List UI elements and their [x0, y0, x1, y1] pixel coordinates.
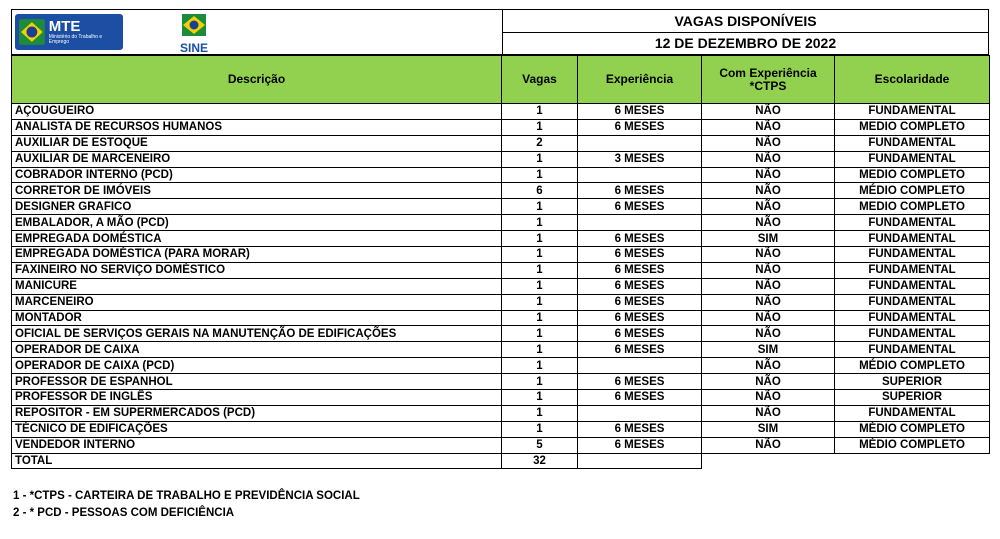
cell-vagas: 1	[502, 374, 578, 390]
mte-logo-text	[49, 19, 123, 45]
cell-experiencia: 6 MESES	[578, 119, 702, 135]
cell-ctps: NÃO	[702, 405, 835, 421]
cell-ctps: NÃO	[702, 294, 835, 310]
cell-experiencia: 6 MESES	[578, 374, 702, 390]
cell-ctps: NÃO	[702, 119, 835, 135]
cell-vagas: 1	[502, 231, 578, 247]
cell-vagas: 5	[502, 437, 578, 453]
brazil-flag-icon	[19, 19, 45, 45]
cell-ctps: SIM	[702, 421, 835, 437]
cell-descricao: EMPREGADA DOMÉSTICA	[12, 231, 502, 247]
cell-escolaridade: FUNDAMENTAL	[835, 278, 990, 294]
cell-vagas: 1	[502, 421, 578, 437]
cell-ctps: NÃO	[702, 374, 835, 390]
cell-ctps: NÃO	[702, 390, 835, 406]
total-table	[11, 454, 990, 470]
table-body	[12, 104, 990, 454]
table-row	[12, 119, 990, 135]
document-header	[11, 9, 989, 55]
cell-escolaridade: MÉDIO COMPLETO	[835, 358, 990, 374]
cell-experiencia	[578, 358, 702, 374]
mte-logo-title: MTE	[48, 18, 81, 35]
total-row	[12, 454, 990, 469]
cell-experiencia: 6 MESES	[578, 262, 702, 278]
cell-experiencia: 6 MESES	[578, 278, 702, 294]
cell-vagas: 1	[502, 326, 578, 342]
cell-descricao: OPERADOR DE CAIXA (PCD)	[12, 358, 502, 374]
mte-logo-subtitle: Ministério do Trabalho e Emprego	[48, 34, 103, 45]
footnote-ctps: 1 - *CTPS - CARTEIRA DE TRABALHO E PREVIDÊNCIA SOCIAL	[13, 490, 360, 502]
cell-experiencia: 6 MESES	[578, 421, 702, 437]
title-box	[502, 9, 989, 55]
cell-descricao: OPERADOR DE CAIXA	[12, 342, 502, 358]
cell-vagas: 1	[502, 405, 578, 421]
cell-escolaridade: FUNDAMENTAL	[835, 135, 990, 151]
total-empty-cell	[702, 454, 835, 469]
table-row	[12, 104, 990, 120]
cell-descricao: REPOSITOR - EM SUPERMERCADOS (PCD)	[12, 405, 502, 421]
cell-descricao: VENDEDOR INTERNO	[12, 437, 502, 453]
cell-experiencia	[578, 167, 702, 183]
cell-escolaridade: FUNDAMENTAL	[835, 342, 990, 358]
cell-escolaridade: MEDIO COMPLETO	[835, 119, 990, 135]
cell-experiencia: 6 MESES	[578, 437, 702, 453]
cell-vagas: 1	[502, 119, 578, 135]
table-row	[12, 421, 990, 437]
footnote-pcd: 2 - * PCD - PESSOAS COM DEFICIÊNCIA	[13, 507, 235, 519]
cell-descricao: DESIGNER GRAFICO	[12, 199, 502, 215]
cell-escolaridade: FUNDAMENTAL	[835, 215, 990, 231]
cell-vagas: 1	[502, 262, 578, 278]
cell-escolaridade: FUNDAMENTAL	[835, 310, 990, 326]
page-title: VAGAS DISPONÍVEIS	[674, 12, 817, 29]
logo-area	[11, 9, 502, 55]
page-date: 12 DE DEZEMBRO DE 2022	[503, 32, 988, 55]
cell-ctps: NÃO	[702, 183, 835, 199]
table-row	[12, 167, 990, 183]
cell-descricao: PROFESSOR DE INGLÊS	[12, 390, 502, 406]
cell-experiencia: 6 MESES	[578, 310, 702, 326]
cell-experiencia: 6 MESES	[578, 342, 702, 358]
column-header-vagas: Vagas	[502, 56, 578, 104]
cell-escolaridade: FUNDAMENTAL	[835, 326, 990, 342]
cell-ctps: NÃO	[702, 278, 835, 294]
cell-ctps: NÃO	[702, 437, 835, 453]
table-row	[12, 135, 990, 151]
cell-ctps: NÃO	[702, 104, 835, 120]
total-empty-cell	[578, 454, 702, 469]
cell-ctps: NÃO	[702, 358, 835, 374]
table-row	[12, 437, 990, 453]
total-value: 32	[502, 454, 578, 469]
cell-descricao: MANICURE	[12, 278, 502, 294]
cell-ctps: NÃO	[702, 215, 835, 231]
cell-ctps: NÃO	[702, 151, 835, 167]
cell-descricao: TÉCNICO DE EDIFICAÇÕES	[12, 421, 502, 437]
cell-experiencia: 6 MESES	[578, 183, 702, 199]
cell-experiencia: 6 MESES	[578, 104, 702, 120]
total-empty-cell	[835, 454, 990, 469]
cell-vagas: 1	[502, 104, 578, 120]
cell-experiencia: 6 MESES	[578, 231, 702, 247]
table-row	[12, 390, 990, 406]
cell-vagas: 1	[502, 151, 578, 167]
cell-escolaridade: MÉDIO COMPLETO	[835, 421, 990, 437]
cell-descricao: AÇOUGUEIRO	[12, 104, 502, 120]
cell-experiencia	[578, 135, 702, 151]
document	[11, 9, 989, 469]
table-row	[12, 310, 990, 326]
cell-vagas: 1	[502, 247, 578, 263]
cell-ctps: NÃO	[702, 135, 835, 151]
column-header-descricao: Descrição	[12, 56, 502, 104]
cell-vagas: 1	[502, 310, 578, 326]
cell-vagas: 2	[502, 135, 578, 151]
cell-ctps: NÃO	[702, 262, 835, 278]
table-row	[12, 231, 990, 247]
column-header-ctps: Com Experiência *CTPS	[702, 56, 835, 104]
cell-vagas: 1	[502, 199, 578, 215]
table-row	[12, 247, 990, 263]
cell-experiencia: 3 MESES	[578, 151, 702, 167]
table-row	[12, 183, 990, 199]
cell-escolaridade: MÉDIO COMPLETO	[835, 183, 990, 199]
cell-descricao: MONTADOR	[12, 310, 502, 326]
cell-descricao: AUXILIAR DE ESTOQUE	[12, 135, 502, 151]
cell-experiencia: 6 MESES	[578, 326, 702, 342]
cell-descricao: MARCENEIRO	[12, 294, 502, 310]
cell-vagas: 6	[502, 183, 578, 199]
column-header-experiencia: Experiência	[578, 56, 702, 104]
table-row	[12, 358, 990, 374]
cell-experiencia: 6 MESES	[578, 199, 702, 215]
mte-logo	[15, 14, 123, 50]
cell-escolaridade: SUPERIOR	[835, 390, 990, 406]
cell-descricao: ANALISTA DE RECURSOS HUMANOS	[12, 119, 502, 135]
table-row	[12, 199, 990, 215]
table-header-row	[12, 56, 990, 104]
table-row	[12, 278, 990, 294]
total-label: TOTAL	[12, 454, 502, 469]
table-row	[12, 151, 990, 167]
cell-descricao: OFICIAL DE SERVIÇOS GERAIS NA MANUTENÇÃO DE EDIFICAÇÕES	[12, 326, 502, 342]
table-row	[12, 326, 990, 342]
cell-experiencia	[578, 215, 702, 231]
cell-vagas: 1	[502, 342, 578, 358]
cell-escolaridade: SUPERIOR	[835, 374, 990, 390]
cell-descricao: FAXINEIRO NO SERVIÇO DOMÉSTICO	[12, 262, 502, 278]
table-row	[12, 262, 990, 278]
cell-escolaridade: FUNDAMENTAL	[835, 104, 990, 120]
cell-ctps: NÃO	[702, 199, 835, 215]
column-header-escolaridade: Escolaridade	[835, 56, 990, 104]
cell-experiencia: 6 MESES	[578, 390, 702, 406]
cell-ctps: NÃO	[702, 326, 835, 342]
cell-ctps: SIM	[702, 231, 835, 247]
cell-ctps: NÃO	[702, 310, 835, 326]
table-row	[12, 342, 990, 358]
table-row	[12, 405, 990, 421]
cell-vagas: 1	[502, 278, 578, 294]
cell-descricao: CORRETOR DE IMÓVEIS	[12, 183, 502, 199]
cell-escolaridade: FUNDAMENTAL	[835, 405, 990, 421]
cell-escolaridade: FUNDAMENTAL	[835, 151, 990, 167]
cell-ctps: NÃO	[702, 167, 835, 183]
cell-escolaridade: FUNDAMENTAL	[835, 231, 990, 247]
cell-experiencia: 6 MESES	[578, 247, 702, 263]
cell-descricao: COBRADOR INTERNO (PCD)	[12, 167, 502, 183]
cell-escolaridade: FUNDAMENTAL	[835, 294, 990, 310]
cell-escolaridade: MEDIO COMPLETO	[835, 167, 990, 183]
cell-escolaridade: FUNDAMENTAL	[835, 262, 990, 278]
cell-experiencia: 6 MESES	[578, 294, 702, 310]
cell-vagas: 1	[502, 390, 578, 406]
cell-vagas: 1	[502, 215, 578, 231]
sine-flag-icon	[179, 12, 209, 38]
cell-descricao: EMBALADOR, A MÃO (PCD)	[12, 215, 502, 231]
sine-logo	[172, 12, 216, 54]
cell-ctps: SIM	[702, 342, 835, 358]
cell-vagas: 1	[502, 294, 578, 310]
cell-escolaridade: FUNDAMENTAL	[835, 247, 990, 263]
footnotes	[13, 488, 360, 522]
cell-vagas: 1	[502, 358, 578, 374]
cell-descricao: EMPREGADA DOMÉSTICA (PARA MORAR)	[12, 247, 502, 263]
table-row	[12, 294, 990, 310]
jobs-table	[11, 55, 990, 454]
cell-escolaridade: MÉDIO COMPLETO	[835, 437, 990, 453]
cell-descricao: PROFESSOR DE ESPANHOL	[12, 374, 502, 390]
cell-experiencia	[578, 405, 702, 421]
cell-ctps: NÃO	[702, 247, 835, 263]
sine-logo-text: SINE	[179, 41, 208, 55]
cell-vagas: 1	[502, 167, 578, 183]
cell-descricao: AUXILIAR DE MARCENEIRO	[12, 151, 502, 167]
table-row	[12, 374, 990, 390]
table-row	[12, 215, 990, 231]
cell-escolaridade: MEDIO COMPLETO	[835, 199, 990, 215]
